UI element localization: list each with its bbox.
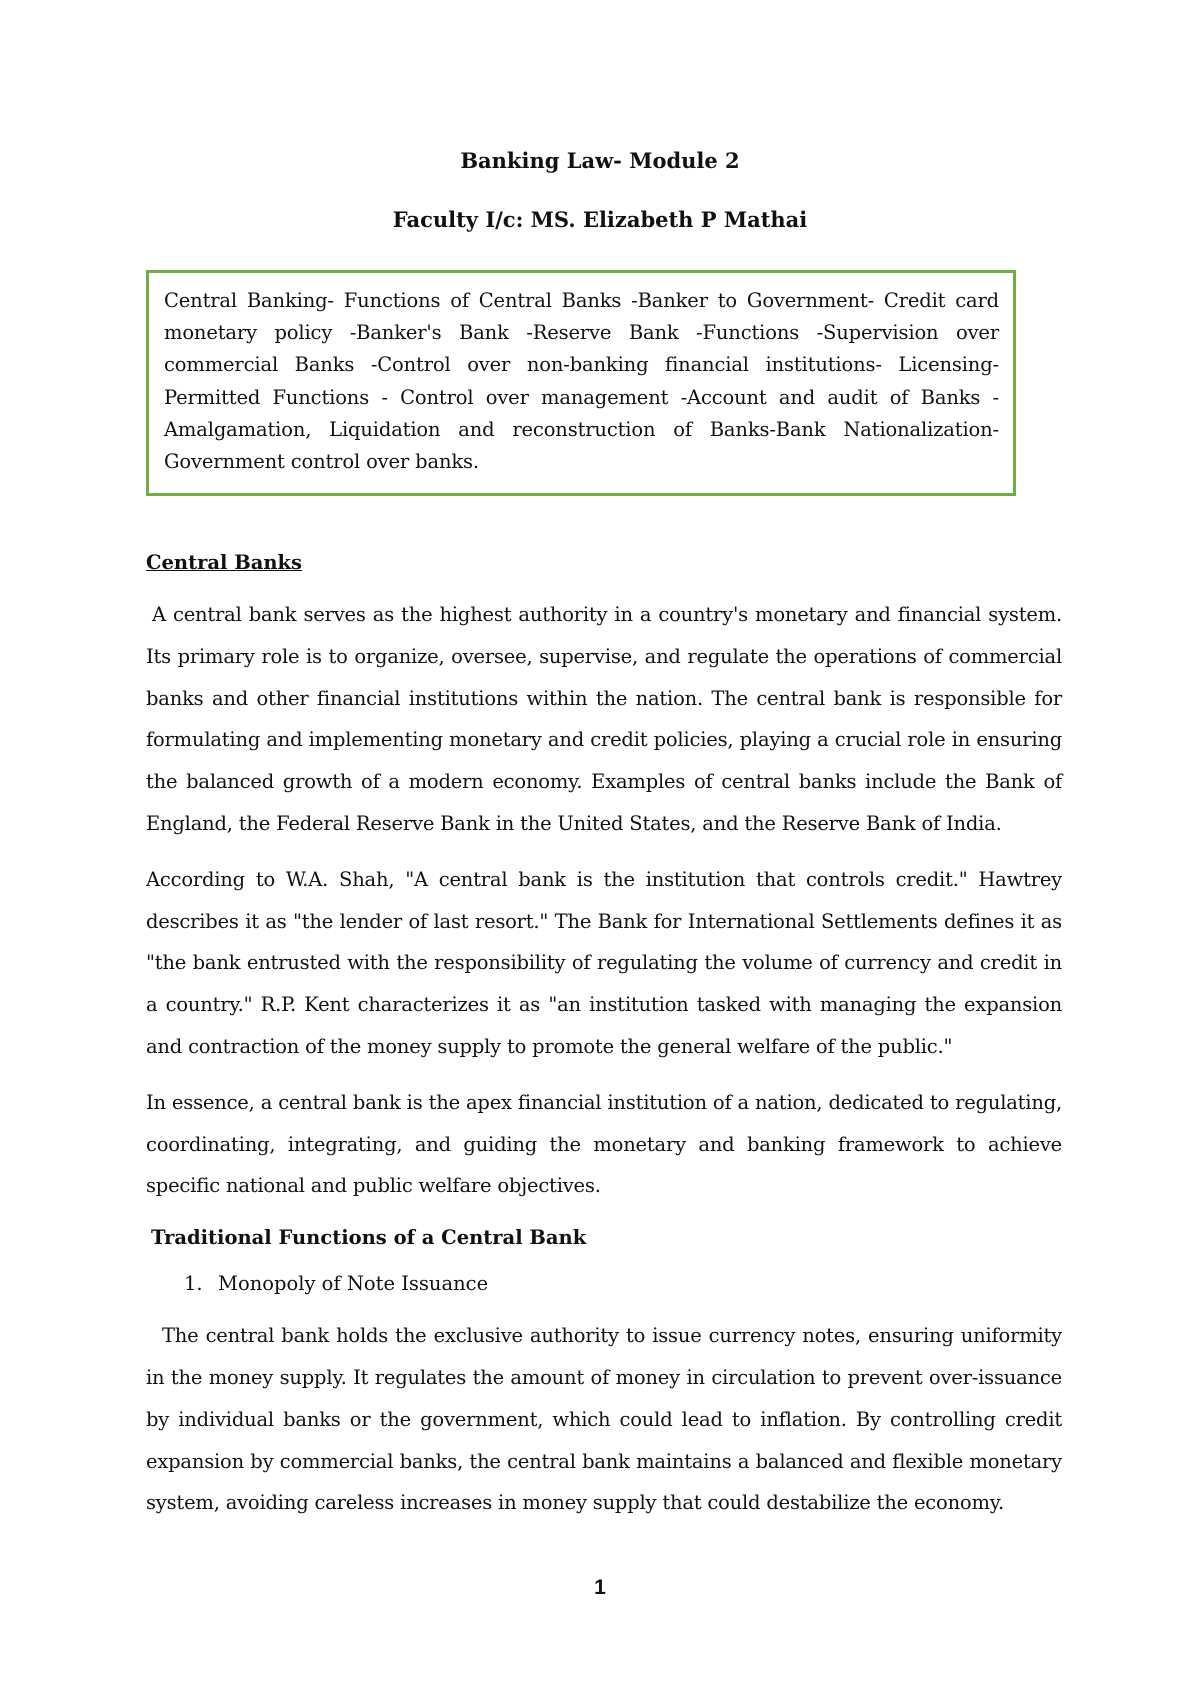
list-item-label: Monopoly of Note Issuance — [218, 1272, 489, 1296]
paragraph: The central bank holds the exclusive authority to issue currency notes, ensuring uniformity in the money supply. It regulates the amount of money in circulation to prevent over-issuance by individual banks or the government, which could lead to inflation. By controlling credit expansion by commercial banks, the central bank maintains a balanced and flexible monetary system, avoiding careless increases in money supply that could destabilize the economy. — [146, 1324, 1062, 1515]
document-body — [146, 548, 1062, 1538]
syllabus-text: Central Banking- Functions of Central Banks -Banker to Government- Credit card monetary policy -Banker's Bank -Reserve Bank -Functions -Supervision over commercial Banks -Control over non-banking financial institutions- Licensing- Permitted Functions - Control over management -Account and audit of Banks - Amalgamation, Liquidation and reconstruction of Banks-Bank Nationalization- Government control over banks. — [164, 289, 999, 474]
paragraph: According to W.A. Shah, "A central bank is the institution that controls credit." Hawtrey describes it as "the lender of last resort." The Bank for International Settlements defines it as "the bank entrusted with the responsibility of regulating the volume of currency and credit in a country." R.P. Kent characterizes it as "an institution tasked with managing the expansion and contraction of the money supply to promote the general welfare of the public." — [146, 867, 1062, 1058]
document-title: Banking Law- Module 2 — [460, 148, 740, 173]
section-heading-central-banks: Central Banks — [146, 551, 302, 574]
paragraph: A central bank serves as the highest authority in a country's monetary and financial system. Its primary role is to organize, oversee, supervise, and regulate the operations of commercial banks and other financial institutions within the nation. The central bank is responsible for formulating and implementing monetary and credit policies, playing a crucial role in ensuring the balanced growth of a modern economy. Examples of central banks include the Bank of England, the Federal Reserve Bank in the United States, and the Reserve Bank of India. — [146, 603, 1062, 835]
syllabus-box — [146, 270, 1016, 496]
page-number: 1 — [594, 1576, 606, 1599]
paragraph: In essence, a central bank is the apex financial institution of a nation, dedicated to regulating, coordinating, integrating, and guiding the monetary and banking framework to achieve specific national and public welfare objectives. — [146, 1090, 1062, 1198]
list-item — [146, 1269, 1062, 1299]
list-item-number: 1. — [184, 1272, 203, 1296]
section-heading-traditional-functions: Traditional Functions of a Central Bank — [151, 1226, 587, 1250]
faculty-line: Faculty I/c: MS. Elizabeth P Mathai — [392, 207, 808, 232]
